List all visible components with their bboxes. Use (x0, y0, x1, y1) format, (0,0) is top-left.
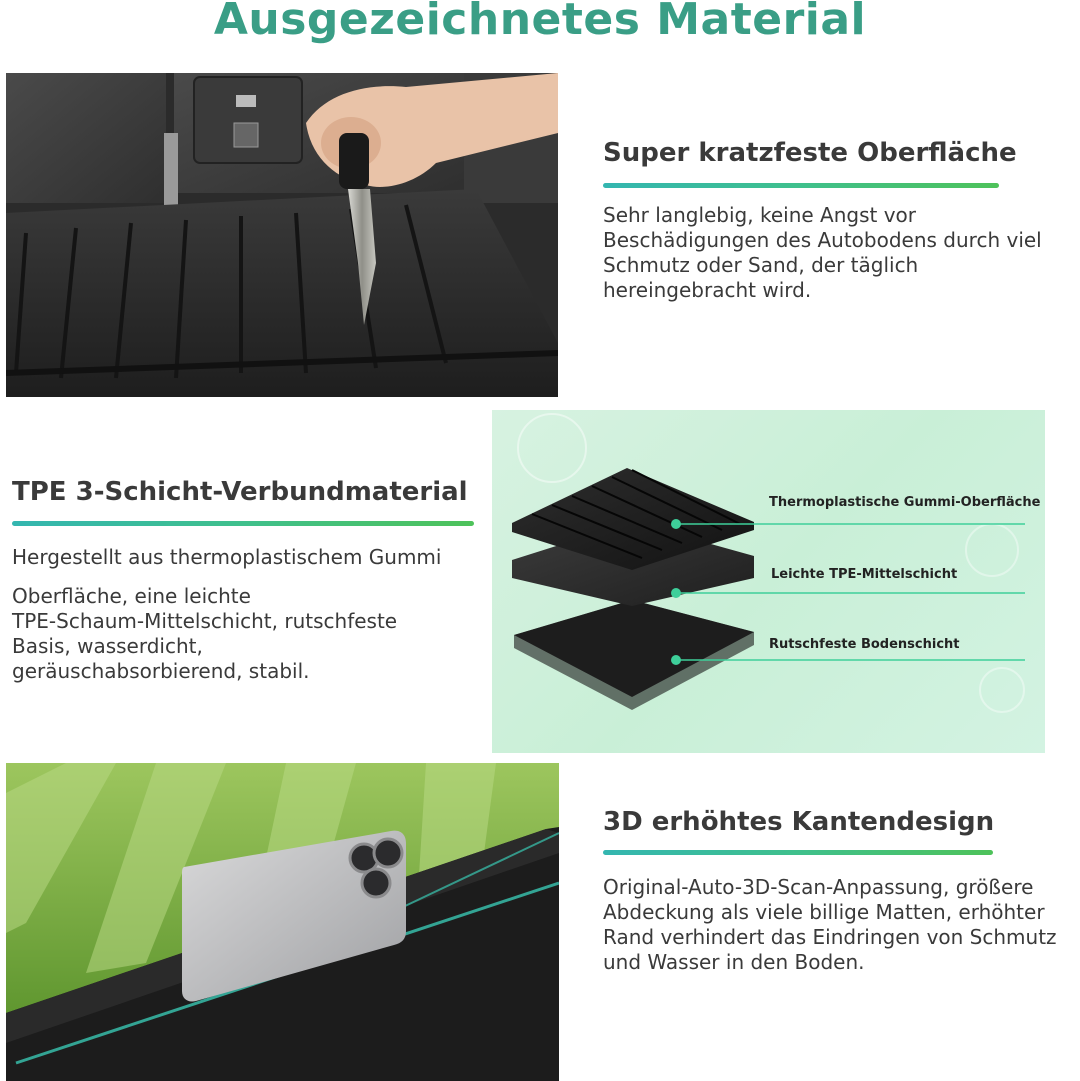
bottom-layer-marker (671, 655, 681, 665)
section1-body-line: Sehr langlebig, keine Angst vor (603, 203, 916, 227)
layer-label-middle: Leichte TPE-Mittelschicht (771, 567, 958, 582)
section2-body-line: Oberfläche, eine leichte (12, 584, 251, 608)
section2-body-line: geräuschabsorbierend, stabil. (12, 659, 310, 683)
middle-layer-marker (671, 588, 681, 598)
raised-edge-phone-photo (6, 763, 559, 1081)
section2-body (12, 584, 482, 684)
layer-diagram-illustration (492, 410, 1045, 753)
trunk-mat-knife-illustration (6, 73, 558, 397)
section2-accent-rule (12, 521, 474, 526)
section1-body-line: hereingebracht wird. (603, 278, 812, 302)
page-title: Ausgezeichnetes Material (213, 0, 867, 45)
section1-accent-rule (603, 183, 999, 188)
layer-label-top: Thermoplastische Gummi-Oberfläche (769, 495, 1041, 510)
section2-body-line: Basis, wasserdicht, (12, 634, 203, 658)
trunk-mat-knife-photo (6, 73, 558, 397)
section3-body (603, 875, 1078, 975)
section1-body (603, 203, 1078, 303)
section3-heading: 3D erhöhtes Kantendesign (603, 807, 995, 837)
raised-edge-phone-illustration (6, 763, 559, 1081)
section2-intro: Hergestellt aus thermoplastischem Gummi (12, 545, 442, 569)
section1-body-line: Beschädigungen des Autobodens durch viel (603, 228, 1042, 252)
section3-accent-rule (603, 850, 993, 855)
section3-body-line: und Wasser in den Boden. (603, 950, 865, 974)
section2-heading: TPE 3-Schicht-Verbundmaterial (12, 477, 468, 507)
section3-body-line: Original-Auto-3D-Scan-Anpassung, größere (603, 875, 1034, 899)
section1-body-line: Schmutz oder Sand, der täglich (603, 253, 919, 277)
layer-label-bottom: Rutschfeste Bodenschicht (769, 637, 960, 652)
top-layer-marker (671, 519, 681, 529)
section1-heading: Super kratzfeste Oberfläche (603, 138, 1017, 168)
layer-diagram-panel (492, 410, 1045, 753)
section3-body-line: Rand verhindert das Eindringen von Schmutz (603, 925, 1057, 949)
section3-body-line: Abdeckung als viele billige Matten, erhöhter (603, 900, 1045, 924)
section2-body-line: TPE-Schaum-Mittelschicht, rutschfeste (12, 609, 398, 633)
